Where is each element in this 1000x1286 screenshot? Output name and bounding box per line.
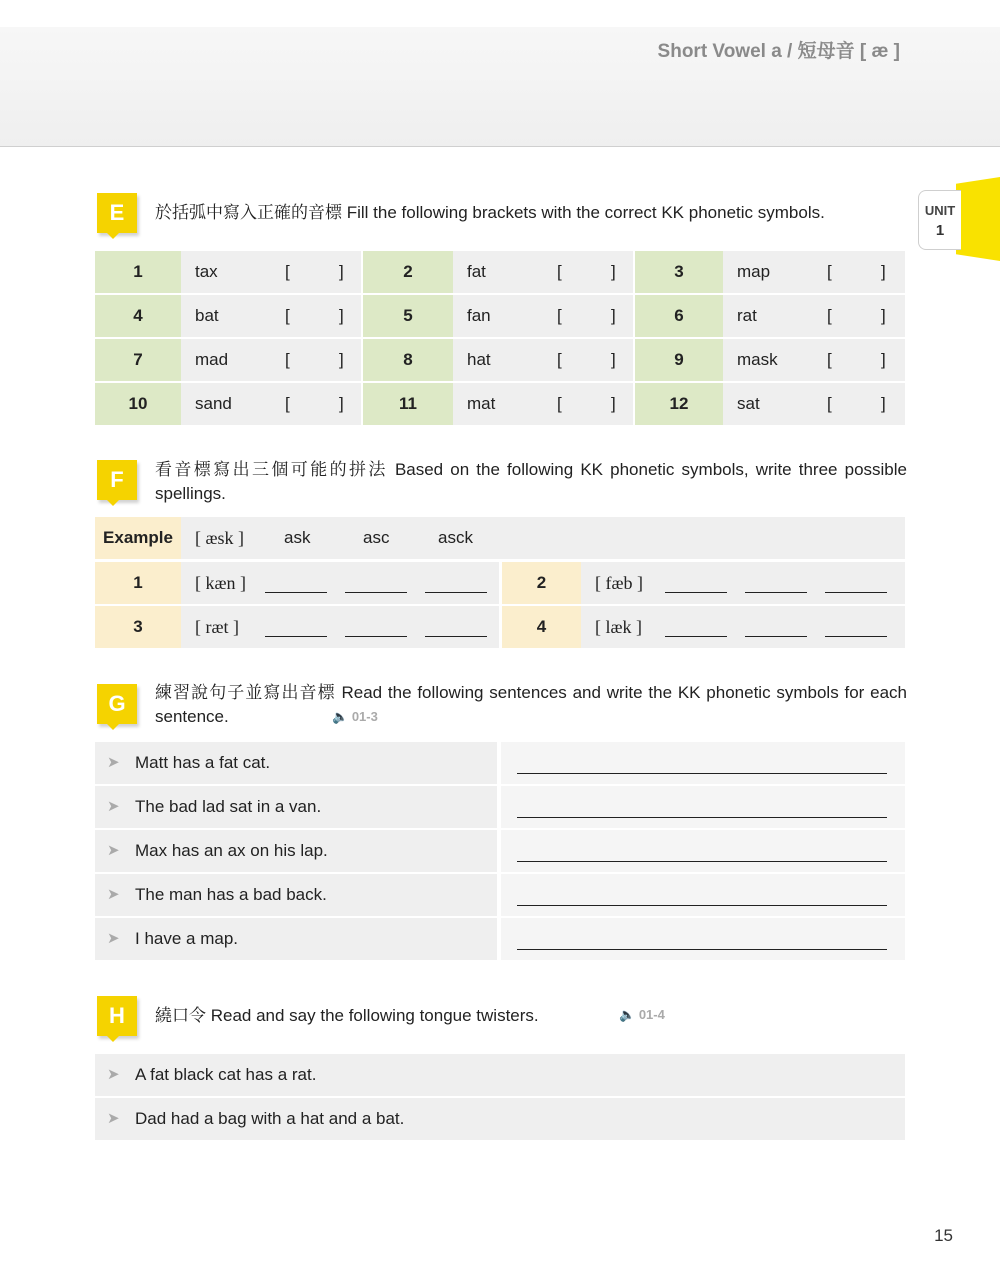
sentence-row [95, 874, 905, 916]
exercise-row [95, 251, 905, 293]
audio-track-label: 01-3 [351, 709, 378, 724]
answer-blank[interactable] [425, 636, 487, 637]
word: hat [467, 350, 491, 369]
audio-track-h[interactable] [619, 1007, 665, 1023]
item-number: 1 [95, 251, 181, 293]
section-f-badge: F [97, 460, 137, 500]
bracket-open: [ [827, 306, 832, 325]
bracket-open: [ [827, 350, 832, 369]
sentence-text: The man has a bad back. [135, 885, 327, 904]
sentence-row [95, 742, 905, 784]
bracket-open: [ [557, 350, 562, 369]
item-number: 4 [95, 295, 181, 337]
unit-tab [918, 190, 961, 250]
item-number: 1 [95, 562, 181, 604]
item-number: 6 [635, 295, 723, 337]
arrow-icon: ➤ [107, 886, 120, 903]
item-number: 8 [363, 339, 453, 381]
sentence-row [95, 786, 905, 828]
bracket-close: ] [339, 306, 344, 325]
bracket-close: ] [611, 350, 616, 369]
word: bat [195, 306, 219, 325]
bracket-open: [ [285, 350, 290, 369]
example-label: Example [95, 517, 181, 559]
bracket-close: ] [339, 350, 344, 369]
bracket-close: ] [611, 306, 616, 325]
word-cell [181, 251, 361, 293]
word-cell [453, 383, 633, 425]
exercise-row [95, 295, 905, 337]
sentence-cell [95, 742, 497, 784]
word: map [737, 262, 771, 281]
section-h-badge: H [97, 996, 137, 1036]
audio-track-label: 01-4 [638, 1007, 665, 1022]
word-cell [181, 383, 361, 425]
sentence-cell [95, 830, 497, 872]
bracket-open: [ [557, 262, 562, 281]
word: rat [737, 306, 757, 325]
item-number: 4 [502, 606, 581, 648]
answer-blank[interactable] [745, 636, 807, 637]
bracket-close: ] [611, 394, 616, 413]
word-cell [723, 383, 905, 425]
tongue-twister-row [95, 1098, 905, 1140]
sentence-cell [95, 874, 497, 916]
example-spelling: asck [438, 528, 473, 547]
tongue-twister-row [95, 1054, 905, 1096]
word-cell [723, 339, 905, 381]
speaker-icon: 🔈 [619, 1007, 636, 1022]
sentence-text: The bad lad sat in a van. [135, 797, 322, 816]
item-number: 12 [635, 383, 723, 425]
unit-label: UNIT [924, 203, 956, 218]
answer-blank[interactable] [665, 592, 727, 593]
word-cell [181, 339, 361, 381]
word: sat [737, 394, 760, 413]
sentence-cell [95, 786, 497, 828]
answer-line[interactable] [517, 817, 887, 818]
word: sand [195, 394, 232, 413]
item-number: 2 [363, 251, 453, 293]
audio-track-g[interactable] [332, 709, 378, 725]
word-cell [453, 295, 633, 337]
item-number: 10 [95, 383, 181, 425]
answer-blank[interactable] [345, 636, 407, 637]
item-number: 11 [363, 383, 453, 425]
phonetic: [ kæn ] [195, 573, 246, 593]
answer-cell [501, 742, 905, 784]
section-g-badge: G [97, 684, 137, 724]
word-cell [181, 295, 361, 337]
item-number: 9 [635, 339, 723, 381]
answer-line[interactable] [517, 949, 887, 950]
bracket-close: ] [339, 394, 344, 413]
answer-line[interactable] [517, 861, 887, 862]
answer-cell [501, 786, 905, 828]
answer-cell [181, 606, 499, 648]
unit-number: 1 [935, 222, 945, 239]
answer-cell [581, 562, 905, 604]
word-cell [723, 251, 905, 293]
answer-blank[interactable] [265, 592, 327, 593]
word: mask [737, 350, 778, 369]
item-number: 2 [502, 562, 581, 604]
answer-blank[interactable] [825, 636, 887, 637]
arrow-icon: ➤ [107, 754, 120, 771]
answer-blank[interactable] [745, 592, 807, 593]
sentence-cell [95, 918, 497, 960]
word: mat [467, 394, 496, 413]
answer-cell [181, 562, 499, 604]
sentence-row [95, 918, 905, 960]
unit-tab-accent [956, 177, 1000, 261]
tongue-twister-text: A fat black cat has a rat. [135, 1065, 317, 1084]
bracket-open: [ [827, 262, 832, 281]
section-f-instruction: 看音標寫出三個可能的拼法 Based on the following KK phonetic symbols, write three possible spellings. [155, 460, 907, 503]
arrow-icon: ➤ [107, 842, 120, 859]
exercise-row [95, 339, 905, 381]
exercise-row [95, 383, 905, 425]
bracket-open: [ [285, 394, 290, 413]
answer-cell [501, 830, 905, 872]
bracket-open: [ [557, 394, 562, 413]
answer-cell [501, 874, 905, 916]
exercise-row [95, 606, 905, 648]
exercise-row [95, 562, 905, 604]
answer-blank[interactable] [345, 592, 407, 593]
item-number: 5 [363, 295, 453, 337]
phonetic: [ fæb ] [595, 573, 643, 593]
answer-blank[interactable] [665, 636, 727, 637]
section-h-instruction: 繞口令 Read and say the following tongue twisters. [155, 1006, 539, 1025]
speaker-icon: 🔈 [332, 709, 349, 724]
section-g-instruction: 練習說句子並寫出音標 Read the following sentences and write the KK phonetic symbols for each sentence. [155, 683, 907, 726]
bracket-open: [ [827, 394, 832, 413]
example-phonetic: [ æsk ] [195, 528, 244, 548]
word: tax [195, 262, 218, 281]
word: mad [195, 350, 229, 369]
sentence-text: Matt has a fat cat. [135, 753, 271, 772]
bracket-close: ] [881, 350, 886, 369]
sentence-text: I have a map. [135, 929, 239, 948]
word-cell [453, 251, 633, 293]
item-number: 3 [95, 606, 181, 648]
bracket-open: [ [557, 306, 562, 325]
word: fan [467, 306, 491, 325]
bracket-close: ] [881, 306, 886, 325]
arrow-icon: ➤ [107, 798, 120, 815]
answer-blank[interactable] [825, 592, 887, 593]
item-number: 7 [95, 339, 181, 381]
phonetic: [ ræt ] [195, 617, 239, 637]
arrow-icon: ➤ [107, 1110, 120, 1127]
word-cell [723, 295, 905, 337]
arrow-icon: ➤ [107, 930, 120, 947]
item-number: 3 [635, 251, 723, 293]
bracket-close: ] [881, 262, 886, 281]
example-spelling: ask [284, 528, 311, 547]
section-e-instruction: 於括弧中寫入正確的音標 Fill the following brackets with the correct KK phonetic symbols. [155, 203, 825, 222]
answer-blank[interactable] [425, 592, 487, 593]
answer-line[interactable] [517, 773, 887, 774]
bracket-close: ] [881, 394, 886, 413]
answer-blank[interactable] [265, 636, 327, 637]
bracket-close: ] [611, 262, 616, 281]
example-content [181, 517, 905, 559]
tongue-twister-text: Dad had a bag with a hat and a bat. [135, 1109, 405, 1128]
section-e-badge: E [97, 193, 137, 233]
answer-line[interactable] [517, 905, 887, 906]
sentence-text: Max has an ax on his lap. [135, 841, 328, 860]
example-spelling: asc [363, 528, 390, 547]
answer-cell [501, 918, 905, 960]
page-number: 15 [934, 1226, 953, 1245]
bracket-close: ] [339, 262, 344, 281]
bracket-open: [ [285, 306, 290, 325]
bracket-open: [ [285, 262, 290, 281]
page-title: Short Vowel a / 短母音 [ æ ] [657, 41, 900, 62]
word: fat [467, 262, 486, 281]
example-row [95, 517, 905, 559]
sentence-row [95, 830, 905, 872]
answer-cell [581, 606, 905, 648]
arrow-icon: ➤ [107, 1066, 120, 1083]
word-cell [453, 339, 633, 381]
phonetic: [ læk ] [595, 617, 642, 637]
